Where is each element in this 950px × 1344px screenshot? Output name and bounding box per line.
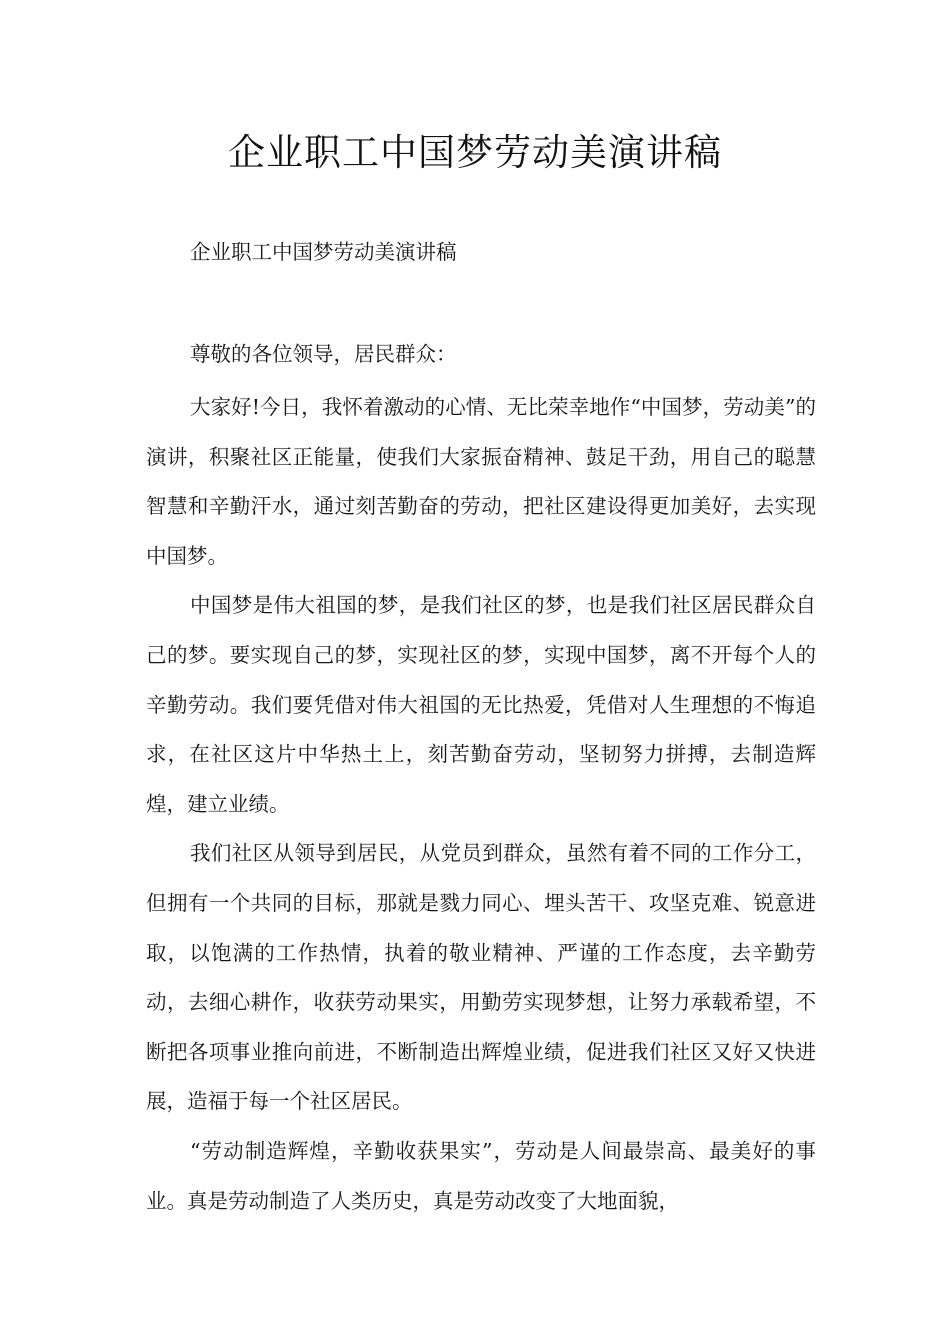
paragraph: “劳动制造辉煌，辛勤收获果实”，劳动是人间最崇高、最美好的事业。真是劳动制造了人类历史，真是劳动改变了大地面貌， [146,1138,816,1213]
document-title: 企业职工中国梦劳动美演讲稿 [228,131,722,174]
salutation: 尊敬的各位领导，居民群众： [190,342,457,366]
paragraph: 我们社区从领导到居民，从党员到群众，虽然有着不同的工作分工，但拥有一个共同的目标，那就是戮力同心、埋头苦干、攻坚克难、锐意进取，以饱满的工作热情，执着的敬业精神、严谨的工作态度，去辛勤劳动，去细心耕作，收获劳动果实，用勤劳实现梦想，让努力承载希望，不断把各项事业推向前进，不断制造出辉煌业绩，促进我们社区又好又快进展，造福于每一个社区居民。 [146,841,816,1114]
paragraph: 大家好!今日，我怀着激动的心情、无比荣幸地作“中国梦，劳动美”的演讲，积聚社区正能量，使我们大家振奋精神、鼓足干劲，用自己的聪慧智慧和辛勤汗水，通过刻苦勤奋的劳动，把社区建设得更加美好，去实现中国梦。 [146,395,816,568]
paragraph: 中国梦是伟大祖国的梦，是我们社区的梦，也是我们社区居民群众自己的梦。要实现自己的梦，实现社区的梦，实现中国梦，离不开每个人的辛勤劳动。我们要凭借对伟大祖国的无比热爱，凭借对人生理想的不悔追求，在社区这片中华热土上，刻苦勤奋劳动，坚韧努力拼搏，去制造辉煌，建立业绩。 [146,593,816,816]
body-paragraphs [146,383,816,1226]
document-subtitle: 企业职工中国梦劳动美演讲稿 [190,240,457,264]
